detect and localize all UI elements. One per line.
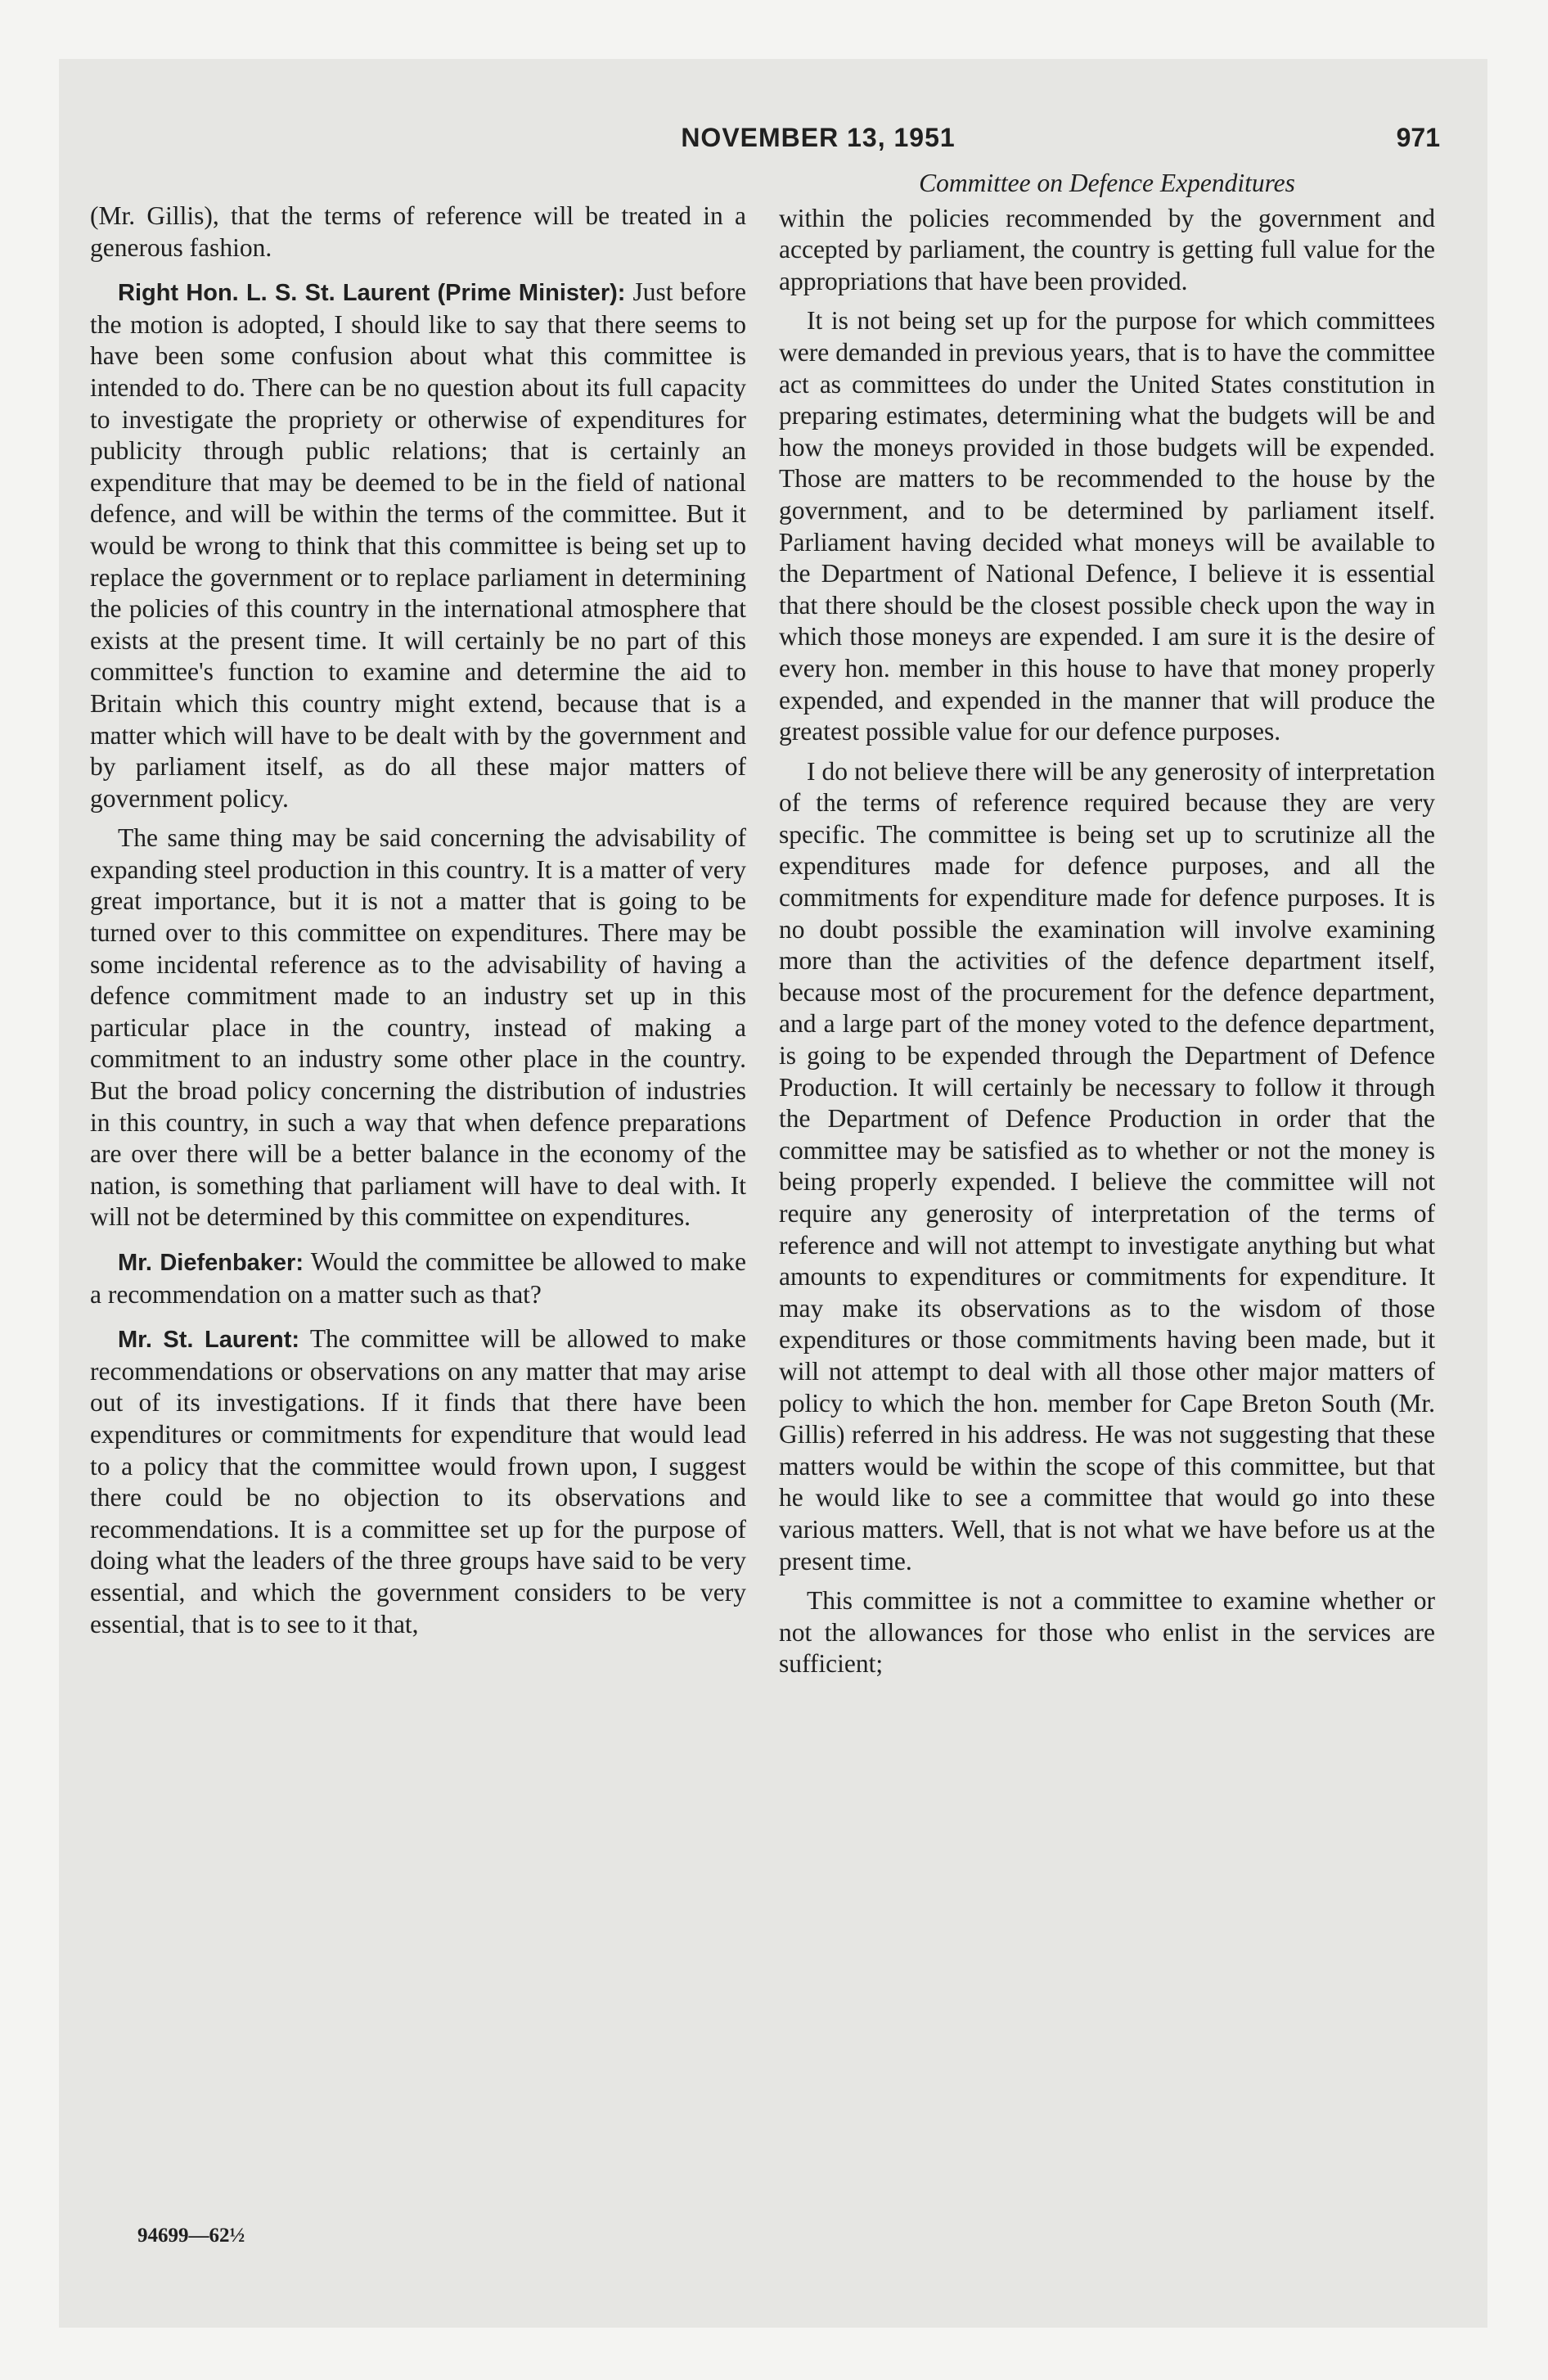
paragraph: within the policies recommended by the government and accepted by parliament, the country is getting full value for the appropriations that have been provided. xyxy=(779,203,1435,295)
speech-text: Would the committee be allowed to make a recommendation on a matter such as that? xyxy=(90,1247,746,1309)
paragraph: I do not believe there will be any generosity of interpretation of the terms of reference required because they are very specific. The committee is being set up to scrutinize all the expenditures made for defence purposes, and all the commitments for expenditure made for defence purposes. It is no doubt possible the examination will involve examining more than the activities of the defence department itself, because most of the procurement for the defence department, and a large part of the money voted to the defence department, is going to be expended through the Department of Defence Production. It will certainly be necessary to follow it through the Department of Defence Production in order that the committee may be satisfied as to whether or not the money is being properly expended. I believe the committee will not require any generosity of interpretation of the terms of reference and will not attempt to investigate anything but what amounts to expenditures or commitments for expenditure. It may make its observations as to the wisdom of those expenditures or those commitments having been made, but it will not attempt to deal with all those other major matters of policy to which the hon. member for Cape Breton South (Mr. Gillis) referred in his address. He was not suggesting that these matters would be within the scope of this committee, but that he would like to see a committee that would go into these various matters. Well, that is not what we have before us at the present time. xyxy=(779,756,1435,1575)
paragraph: (Mr. Gillis), that the terms of reference will be treated in a generous fashion. xyxy=(90,201,746,262)
speech-text: The committee will be allowed to make recommendations or observations on any matter that may arise out of its investigations. If it finds that there have been expenditures or commitments for expenditure that would lead to a policy that the committee would frown upon, I suggest there could be no objection to its observations and recommendations. It is a committee set up for the purpose of doing what the leaders of the three groups have said to be very essential, and which the government considers to be very essential, that is to see to it that, xyxy=(90,1324,746,1639)
paragraph: This committee is not a committee to examine whether or not the allowances for those who enlist in the services are sufficient; xyxy=(779,1586,1435,1679)
right-column xyxy=(779,168,1435,1688)
header-date: NOVEMBER 13, 1951 xyxy=(681,123,956,152)
speaker-name: Right Hon. L. S. St. Laurent (Prime Minister): xyxy=(118,280,626,307)
speech-text: Just before the motion is adopted, I should like to say that there seems to have been some confusion about what this committee is intended to do. There can be no question about its full capacity to investigate the propriety or otherwise of expenditures for publicity through public relations; that is certainly an expenditure that may be deemed to be in the field of national defence, and will be within the terms of the committee. But it would be wrong to think that this committee is being set up to replace the government or to replace parliament in determining the policies of this country in the international atmosphere that exists at the present time. It will certainly be no part of this committee's function to examine and determine the aid to Britain which this country might extend, because that is a matter which will have to be dealt with by the government and by parliament itself, as do all these major matters of government policy. xyxy=(90,277,746,813)
page-header xyxy=(90,123,1440,172)
speech-paragraph xyxy=(90,1246,746,1310)
page-number: 971 xyxy=(1396,123,1440,152)
paragraph: It is not being set up for the purpose for which committees were demanded in previous years, that is to have the committee act as committees do under the United States constitution in preparing estimates, determining what the budgets will be and how the moneys provided in those budgets will be expended. Those are matters to be recommended to the house by the government, and to be determined by parliament itself. Parliament having decided what moneys will be available to the Department of National Defence, I believe it is essential that there should be the closest possible check upon the way in which those moneys are expended. I am sure it is the desire of every hon. member in this house to have that money properly expended, and expended in the manner that will produce the greatest possible value for our defence purposes. xyxy=(779,306,1435,746)
speaker-name: Mr. St. Laurent: xyxy=(118,1327,300,1354)
speech-paragraph xyxy=(90,277,746,814)
left-column xyxy=(90,201,746,1648)
paragraph: The same thing may be said concerning the advisability of expanding steel production in this country. It is a matter of very great importance, but it is not a matter that is going to be turned over to this committee on expenditures. There may be some incidental reference as to the advisability of having a defence commitment made to an industry set up in this particular place in the country, instead of making a commitment to an industry some other place in the country. But the broad policy concerning the distribution of industries in this country, in such a way that when defence preparations are over there will be a better balance in the economy of the nation, is something that parliament will have to deal with. It will not be determined by this committee on expenditures. xyxy=(90,823,746,1232)
speech-paragraph xyxy=(90,1323,746,1640)
footer-reference: 94699—62½ xyxy=(137,2224,245,2247)
speaker-name: Mr. Diefenbaker: xyxy=(118,1250,304,1276)
running-subheading: Committee on Defence Expenditures xyxy=(919,169,1295,197)
